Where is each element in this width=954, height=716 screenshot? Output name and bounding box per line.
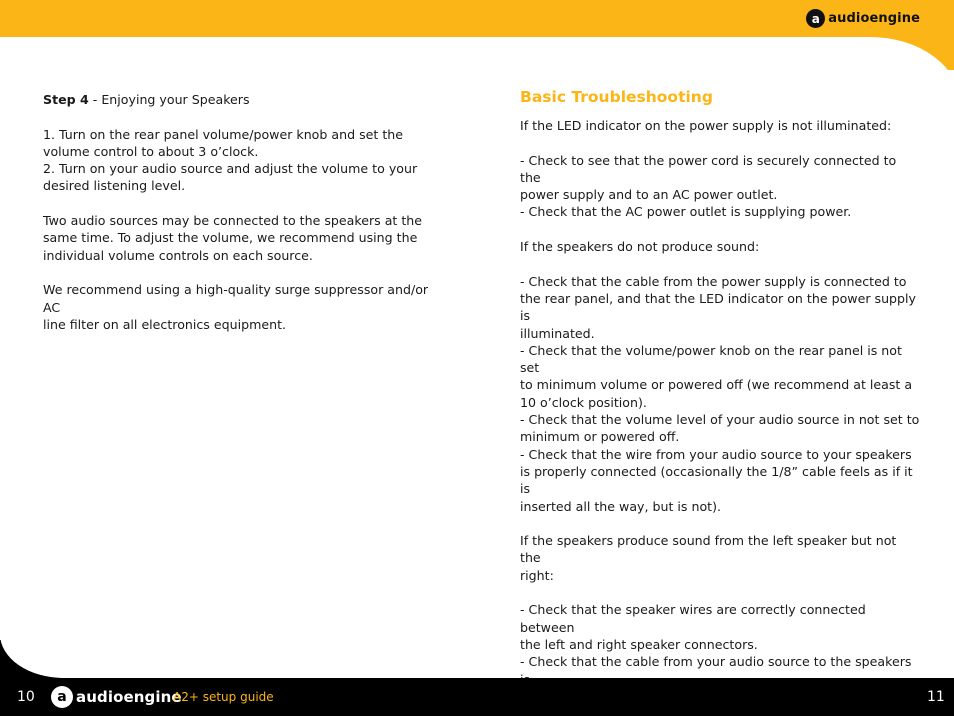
footer-logo-text: audioengine [76,688,182,706]
page-number-left: 10 [17,689,35,705]
right-column [520,117,920,688]
step-label: Step 4 [43,92,89,107]
audioengine-logo-icon: a [51,686,73,708]
right-paragraph: - Check to see that the power cord is securely connected to the power supply and to an AC power outlet. - Check that the AC power outlet is supplying power. [520,152,897,220]
guide-title: A2+ setup guide [173,690,274,704]
audioengine-logo-icon: a [806,9,825,28]
step-title: - Enjoying your Speakers [88,92,250,107]
header-curve [866,36,954,70]
left-column [43,91,443,333]
troubleshooting-heading: Basic Troubleshooting [520,88,713,106]
page-number-right: 11 [927,689,945,705]
footer-logo [51,686,182,708]
step-heading [43,91,443,108]
right-paragraph: If the speakers do not produce sound: [520,239,760,255]
header-logo-text: audioengine [828,11,920,26]
left-paragraph: 1. Turn on the rear panel volume/power knob and set the volume control to about 3 o’clock. 2. Turn on your audio source and adjust the volume to your desired listening level. [43,126,418,194]
left-paragraph: Two audio sources may be connected to the speakers at the same time. To adjust the volume, we recommend using the individual volume controls on each source. [43,213,423,263]
footer-corner [0,640,60,680]
right-paragraph: - Check that the speaker wires are correctly connected between the left and right speaker connectors. - Check that the cable from your audio source to the speakers [520,602,912,670]
header-logo [806,9,920,28]
left-paragraph: We recommend using a high-quality surge suppressor and/or AC line filter on all electronics equipment. [43,282,429,332]
right-paragraph: - Check that the cable from the power supply is connected to the rear panel, and that the LED indicator on the power supply is illuminated. - Check that the volume/power knob on the rear panel is not set to minimum volume or powered off (we recommend at least a 10 o’clock position). - Check that the volume level of your audio source in not set to minimum or powered off. - Check that the wire from your audio source to your speakers is properly connected (occasionally the 1/8” cable feels as if it is inserted all the way, but is not). [520,273,920,514]
right-paragraph: If the LED indicator on the power supply is not illuminated: [520,118,892,133]
right-paragraph: If the speakers produce sound from the left speaker but not the right: [520,533,897,583]
